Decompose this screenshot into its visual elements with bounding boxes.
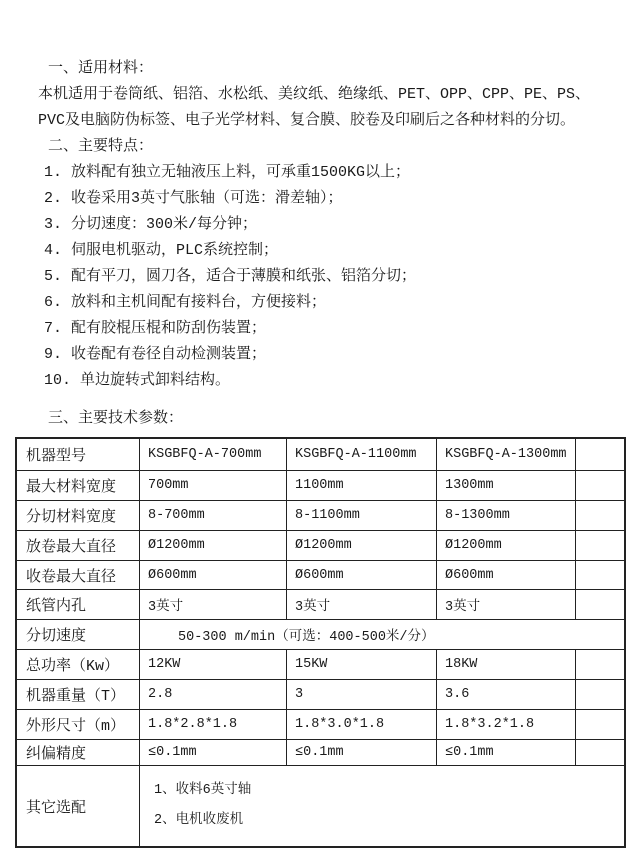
empty-cell [576,710,624,739]
table-row-weight [17,680,624,710]
row-label: 外形尺寸（m） [17,710,140,739]
merged-cell-options [140,766,624,846]
section1-line1: 本机适用于卷筒纸、铝箔、水松纸、美纹纸、绝缘纸、PET、OPP、CPP、PE、PS、 [38,86,591,103]
cell-value: 700mm [140,471,287,500]
cell-value: 3英寸 [437,590,576,619]
option-line-2: 2、电机收废机 [154,813,244,828]
empty-cell [576,650,624,679]
table-row-model [17,439,624,471]
feature-item-3: 3. 分切速度：300米/每分钟； [44,216,258,233]
cell-value: Ø1200mm [287,531,437,560]
row-label: 分切材料宽度 [17,501,140,530]
cell-value: 1.8*3.2*1.8 [437,710,576,739]
feature-item-9: 9. 收卷配有卷径自动检测装置； [44,346,267,363]
feature-item-10: 10. 单边旋转式卸料结构。 [44,372,231,389]
cell-value: 8-1100mm [287,501,437,530]
document-body [0,0,640,432]
cell-value: 15KW [287,650,437,679]
feature-item-7: 7. 配有胶棍压棍和防刮伤装置； [44,320,267,337]
feature-item-4: 4. 伺服电机驱动，PLC系统控制； [44,242,279,259]
cell-value: 1.8*2.8*1.8 [140,710,287,739]
cell-value: 3 [287,680,437,709]
table-row-rewind-diameter [17,561,624,590]
empty-cell [576,531,624,560]
cell-value: KSGBFQ-A-700mm [140,439,287,470]
cell-value: 3英寸 [287,590,437,619]
row-label: 纠偏精度 [17,740,140,765]
feature-item-1: 1. 放料配有独立无轴液压上料，可承重1500KG以上； [44,164,411,181]
row-label: 分切速度 [17,620,140,649]
row-label: 最大材料宽度 [17,471,140,500]
cell-value: Ø600mm [437,561,576,589]
cell-value: 1100mm [287,471,437,500]
cell-value: Ø600mm [287,561,437,589]
row-label: 机器重量（T） [17,680,140,709]
option-line-1: 1、收料6英寸轴 [154,783,252,798]
cell-value: ≤0.1mm [437,740,576,765]
empty-cell [576,561,624,589]
section2-heading: 二、主要特点： [48,138,154,155]
cell-value: Ø1200mm [437,531,576,560]
cell-value: ≤0.1mm [287,740,437,765]
section1-heading: 一、适用材料： [48,60,154,77]
empty-cell [576,590,624,619]
empty-cell [576,501,624,530]
cell-value: 1300mm [437,471,576,500]
empty-cell [576,740,624,765]
empty-cell [576,471,624,500]
cell-value: 8-1300mm [437,501,576,530]
cell-value: ≤0.1mm [140,740,287,765]
cell-value: 12KW [140,650,287,679]
table-row-options [17,766,624,846]
row-label: 总功率（Kw） [17,650,140,679]
table-row-correction-accuracy [17,740,624,766]
row-label: 机器型号 [17,439,140,470]
table-row-max-width [17,471,624,501]
table-row-core-bore [17,590,624,620]
cell-value: 3.6 [437,680,576,709]
spec-table [15,437,626,848]
merged-cell-speed: 50-300 m/min（可选：400-500米/分） [178,630,435,645]
section3-heading: 三、主要技术参数： [48,410,184,427]
table-row-dimensions [17,710,624,740]
cell-value: 8-700mm [140,501,287,530]
feature-item-5: 5. 配有平刀，圆刀各，适合于薄膜和纸张、铝箔分切； [44,268,417,285]
cell-value: Ø1200mm [140,531,287,560]
cell-value: KSGBFQ-A-1100mm [287,439,437,470]
feature-item-2: 2. 收卷采用3英寸气胀轴（可选：滑差轴）； [44,190,343,207]
row-label: 纸管内孔 [17,590,140,619]
cell-value: 3英寸 [140,590,287,619]
cell-value: Ø600mm [140,561,287,589]
cell-value: 18KW [437,650,576,679]
table-row-unwind-diameter [17,531,624,561]
cell-value: KSGBFQ-A-1300mm [437,439,576,470]
section1-line2: PVC及电脑防伪标签、电子光学材料、复合膜、胶卷及印刷后之各种材料的分切。 [38,112,576,129]
row-label: 收卷最大直径 [17,561,140,589]
table-row-power [17,650,624,680]
row-label: 其它选配 [17,766,140,846]
cell-value: 2.8 [140,680,287,709]
empty-cell [576,439,624,470]
feature-item-6: 6. 放料和主机间配有接料台，方便接料； [44,294,327,311]
table-row-speed [17,620,624,650]
cell-value: 1.8*3.0*1.8 [287,710,437,739]
row-label: 放卷最大直径 [17,531,140,560]
empty-cell [576,680,624,709]
table-row-slit-width [17,501,624,531]
